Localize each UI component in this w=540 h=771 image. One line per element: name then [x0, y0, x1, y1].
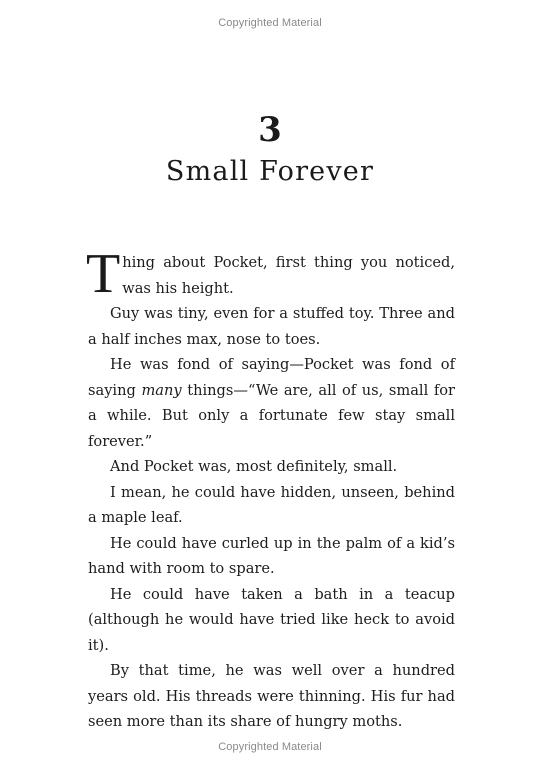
- paragraph-5: I mean, he could have hidden, unseen, behind a maple leaf.: [88, 483, 455, 526]
- chapter-number: 3: [258, 110, 282, 150]
- chapter-body: [86, 243, 455, 735]
- paragraph-6: He could have curled up in the palm of a kid’s hand with room to spare.: [88, 534, 455, 577]
- paragraph-1-text: hing about Pocket, first thing you noticed, was his height.: [122, 254, 455, 297]
- paragraph-4: And Pocket was, most definitely, small.: [110, 458, 398, 475]
- paragraph-3: [88, 352, 455, 454]
- paragraph-8: By that time, he was well over a hundred years old. His threads were thinning. His fur had seen more than its share of hungry moths.: [88, 662, 455, 730]
- paragraph-2: Guy was tiny, even for a stuffed toy. Three and a half inches max, nose to toes.: [88, 305, 455, 348]
- paragraph-3-emphasis: many: [141, 381, 182, 399]
- chapter-title: Small Forever: [165, 156, 375, 187]
- paragraph-7: He could have taken a bath in a teacup (although he would have tried like heck to avoid it).: [88, 585, 455, 654]
- paragraph-3-text-b: things—“We are, all of us, small for a while. But only a fortunate few stay small forever.”: [88, 381, 455, 450]
- copyright-watermark-top: Copyrighted Material: [218, 17, 322, 29]
- drop-cap: T: [86, 243, 121, 305]
- paragraph-1: [86, 243, 455, 305]
- copyright-watermark-bottom: Copyrighted Material: [218, 741, 322, 753]
- paragraph-3-text-a: He was fond of saying—Pocket was fond of saying: [88, 356, 455, 399]
